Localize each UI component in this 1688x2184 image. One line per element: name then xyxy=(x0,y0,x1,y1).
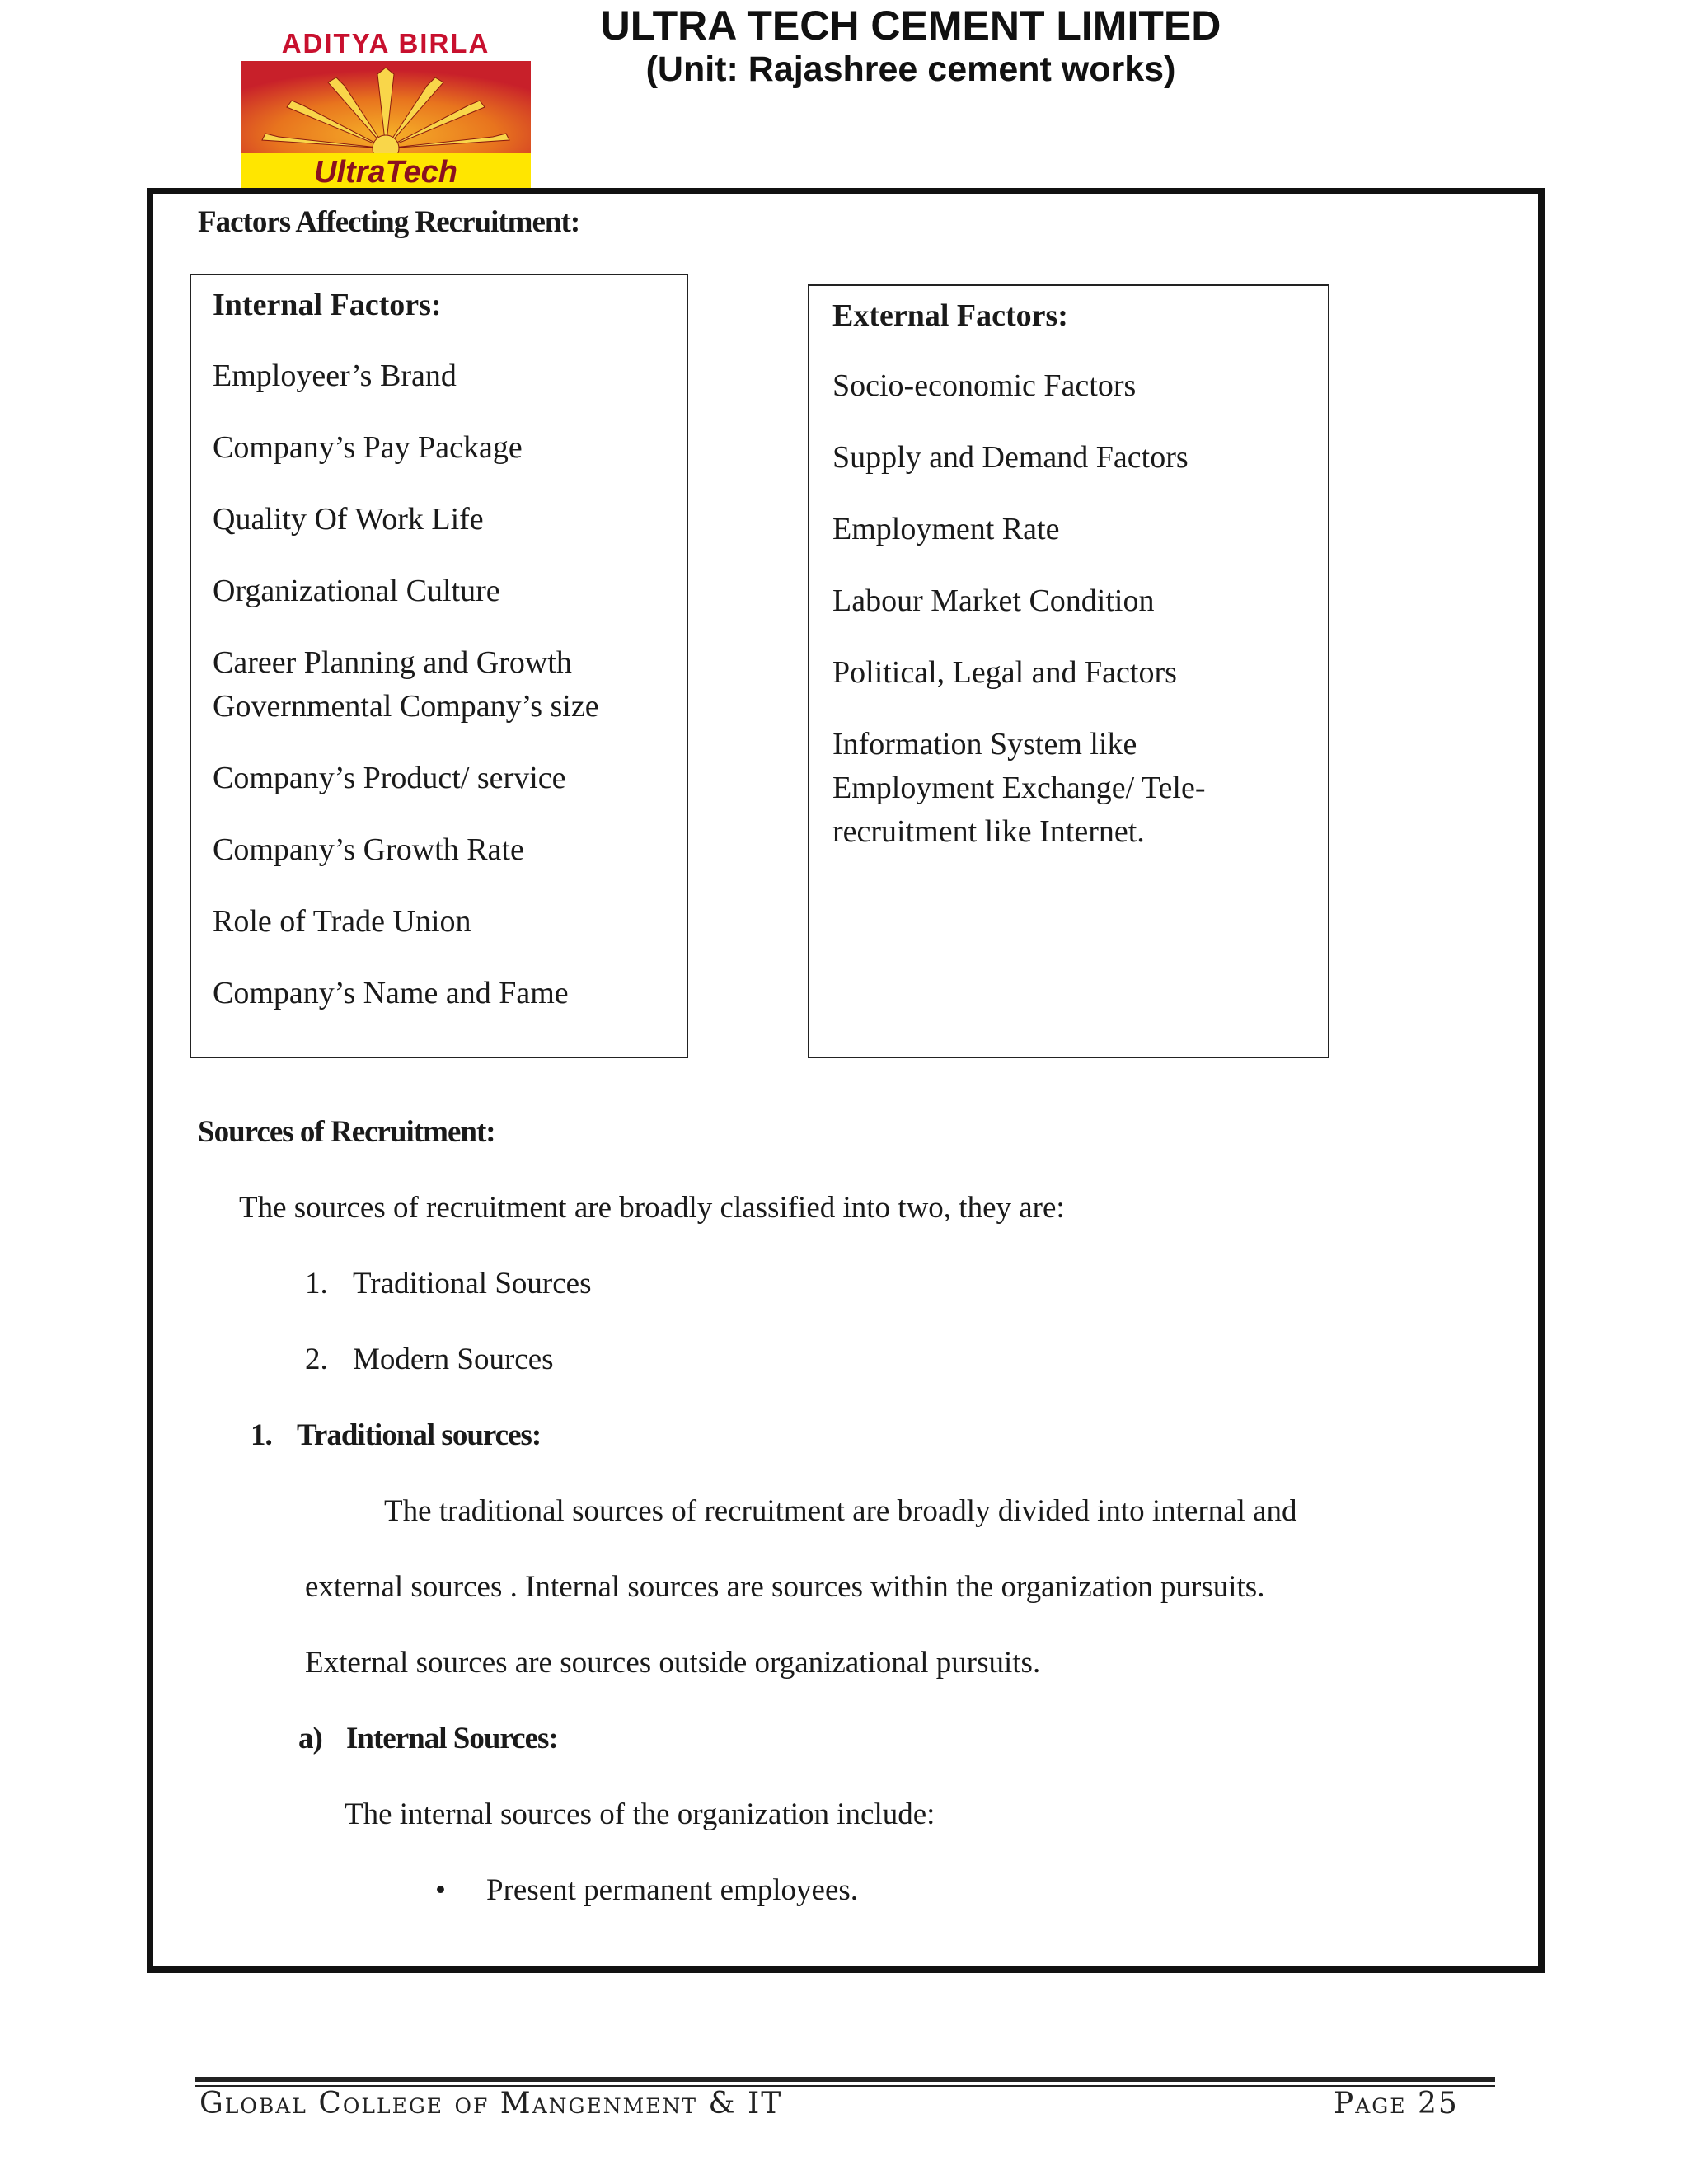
bullet-icon: • xyxy=(435,1873,446,1907)
internal-factor-item: Employeer’s Brand xyxy=(213,359,457,393)
external-factor-item: Labour Market Condition xyxy=(832,583,1155,618)
list-item: Traditional Sources xyxy=(353,1267,592,1301)
list-number: 1. xyxy=(305,1267,328,1301)
external-factor-item: recruitment like Internet. xyxy=(832,814,1145,849)
internal-factor-item: Company’s Name and Fame xyxy=(213,976,569,1010)
list-item: Modern Sources xyxy=(353,1343,554,1376)
internal-factor-item: Organizational Culture xyxy=(213,574,500,608)
external-factors-box xyxy=(808,284,1329,1058)
internal-factors-box xyxy=(190,274,688,1058)
external-factor-item: Socio-economic Factors xyxy=(832,368,1137,403)
sources-heading: Sources of Recruitment: xyxy=(198,1115,495,1149)
external-factor-item: Employment Rate xyxy=(832,512,1060,546)
internal-factor-item: Company’s Product/ service xyxy=(213,761,566,795)
paragraph-line: External sources are sources outside organizational pursuits. xyxy=(305,1646,1041,1680)
footer-page-number: Page 25 xyxy=(1334,2087,1459,2121)
factors-heading: Factors Affecting Recruitment: xyxy=(198,205,580,239)
paragraph-line: external sources . Internal sources are sources within the organization pursuits. xyxy=(305,1570,1265,1604)
aditya-birla-ultratech-logo xyxy=(237,25,534,188)
list-number: 2. xyxy=(305,1343,328,1376)
footer-college-name: Global College of Mangenment & IT xyxy=(199,2087,783,2121)
svg-text:UltraTech: UltraTech xyxy=(314,155,457,188)
unit-subtitle: (Unit: Rajashree cement works) xyxy=(645,49,1176,89)
internal-factor-item: Career Planning and Growth xyxy=(213,645,572,680)
external-factor-item: Employment Exchange/ Tele- xyxy=(832,771,1206,805)
internal-factor-item: Company’s Growth Rate xyxy=(213,832,524,867)
internal-factors-title: Internal Factors: xyxy=(213,288,442,322)
internal-sources-intro: The internal sources of the organization include: xyxy=(345,1797,935,1831)
svg-text:ADITYA BIRLA: ADITYA BIRLA xyxy=(281,28,490,59)
section-number: 1. xyxy=(251,1418,272,1452)
sources-intro: The sources of recruitment are broadly classified into two, they are: xyxy=(239,1191,1065,1225)
external-factors-title: External Factors: xyxy=(832,298,1068,333)
traditional-sources-heading: Traditional sources: xyxy=(297,1418,542,1452)
internal-factor-item: Governmental Company’s size xyxy=(213,689,599,724)
internal-factor-item: Quality Of Work Life xyxy=(213,502,484,537)
subsection-label: a) xyxy=(298,1722,322,1755)
external-factor-item: Political, Legal and Factors xyxy=(832,655,1177,690)
company-title: ULTRA TECH CEMENT LIMITED xyxy=(600,2,1221,49)
internal-factor-item: Role of Trade Union xyxy=(213,904,471,939)
footer-rule xyxy=(195,2077,1495,2082)
internal-sources-heading: Internal Sources: xyxy=(346,1722,558,1755)
external-factor-item: Supply and Demand Factors xyxy=(832,440,1189,475)
bullet-item: Present permanent employees. xyxy=(486,1873,859,1907)
internal-factor-item: Company’s Pay Package xyxy=(213,430,523,465)
paragraph-line: The traditional sources of recruitment are broadly divided into internal and xyxy=(384,1494,1297,1528)
external-factor-item: Information System like xyxy=(832,727,1137,762)
